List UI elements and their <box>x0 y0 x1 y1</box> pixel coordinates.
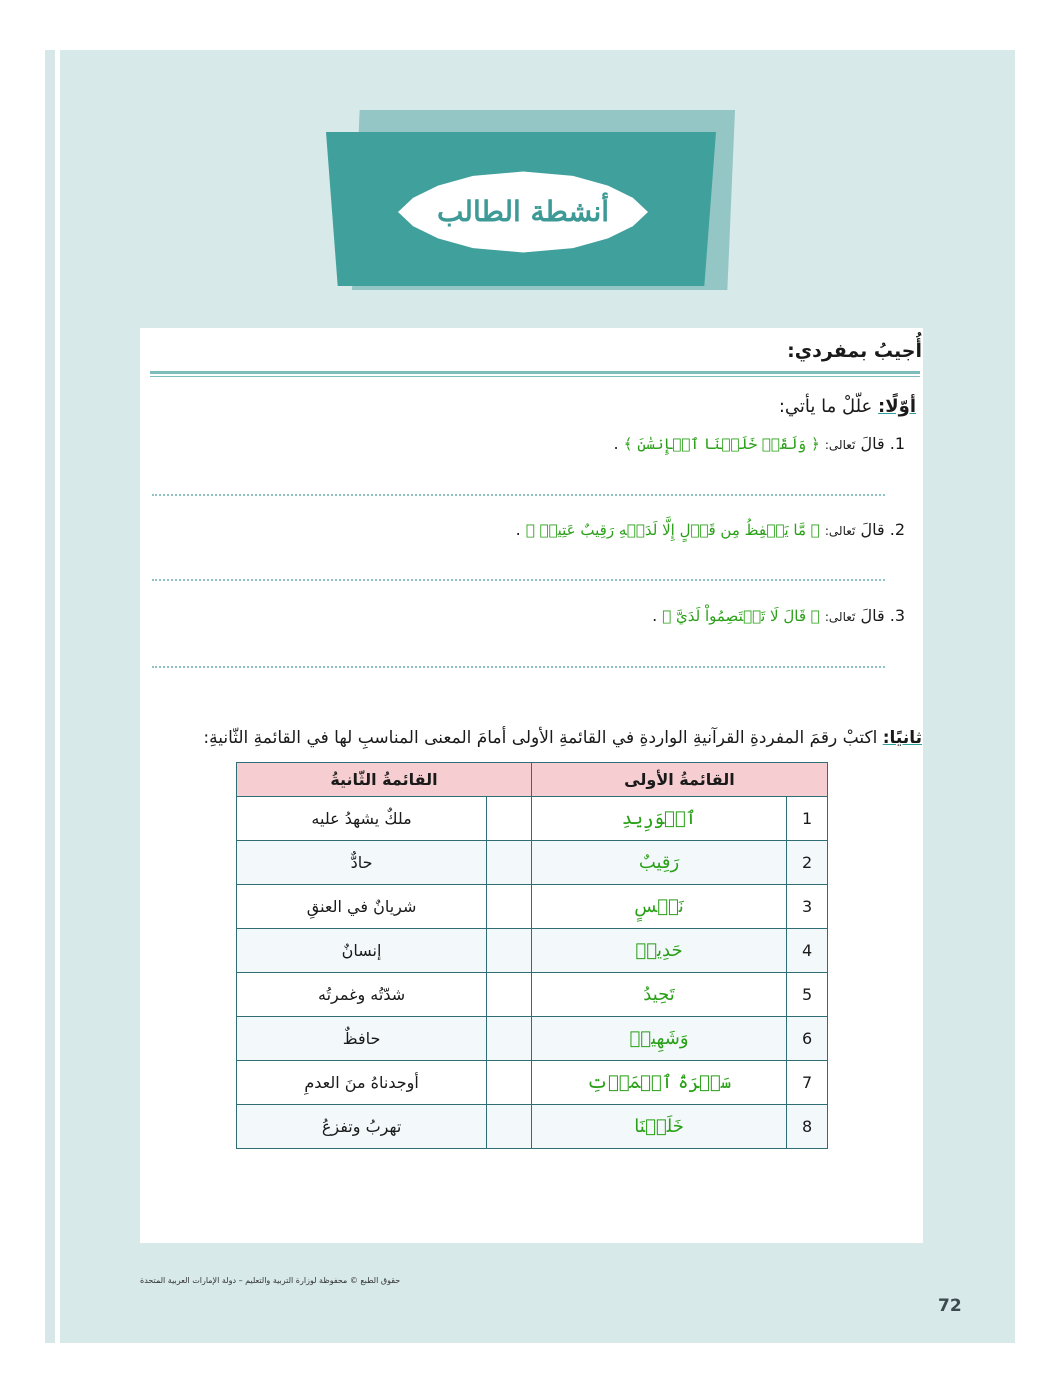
meaning: شريانٌ في العنقِ <box>237 885 487 929</box>
table-row <box>237 929 828 973</box>
table-row <box>237 1105 828 1149</box>
part2-text: اكتبْ رقمَ المفردةِ القرآنيةِ الواردةِ في القائمةِ الأولى أمامَ المعنى المناسبِ لها في القائمةِ الثّانيةِ: <box>203 728 878 748</box>
meaning: حادٌّ <box>237 841 487 885</box>
meaning: حافظٌ <box>237 1017 487 1061</box>
row-number: 1 <box>787 797 828 841</box>
quran-word: سَكۡرَةُ ٱلۡمَوۡتِ <box>531 1061 786 1105</box>
header-second-list: القائمةُ الثّانيةُ <box>237 763 532 797</box>
heading-rule-thin <box>150 376 920 377</box>
answer-cell[interactable] <box>487 885 532 929</box>
question-prefix: قالَ <box>860 434 885 453</box>
answer-line[interactable] <box>152 494 885 496</box>
row-number: 2 <box>787 841 828 885</box>
meaning: تهربُ وتفزعُ <box>237 1105 487 1149</box>
question-end: . <box>515 520 521 539</box>
quran-word: رَقِيبٌ <box>531 841 786 885</box>
question-item <box>516 520 905 539</box>
answer-cell[interactable] <box>487 1061 532 1105</box>
question-prefix-small: تَعالى: <box>824 524 856 538</box>
quran-word: ٱلۡوَرِيدِ <box>531 797 786 841</box>
row-number: 8 <box>787 1105 828 1149</box>
page-number: 72 <box>938 1296 962 1316</box>
part1-text: علّلْ ما يأتي: <box>778 396 873 417</box>
question-prefix: قالَ <box>860 520 885 539</box>
row-number: 7 <box>787 1061 828 1105</box>
question-prefix-small: تَعالى: <box>824 610 856 624</box>
copyright-note: حقوق الطبع © محفوظة لوزارة التربية والتعليم – دولة الإمارات العربية المتحدة <box>140 1276 401 1285</box>
row-number: 6 <box>787 1017 828 1061</box>
row-number: 4 <box>787 929 828 973</box>
matching-table <box>236 762 828 1149</box>
banner-title: أنشطة الطالب <box>436 195 610 228</box>
table-row <box>237 841 828 885</box>
table-row <box>237 1017 828 1061</box>
quran-word: حَدِيدٞ <box>531 929 786 973</box>
answer-cell[interactable] <box>487 841 532 885</box>
question-item <box>652 606 905 625</box>
table-row <box>237 797 828 841</box>
part2-label: ثانيًا: <box>882 728 922 748</box>
heading-rule <box>150 371 920 374</box>
question-prefix: قالَ <box>860 606 885 625</box>
part1-label: أوّلًا: <box>878 396 916 417</box>
meaning: ملكٌ يشهدُ عليه <box>237 797 487 841</box>
quran-verse: ﴿ مَّا يَلۡفِظُ مِن قَوۡلٍ إِلَّا لَدَيۡهِ رَقِيبٌ عَتِيدٞ ﴾ <box>525 521 820 539</box>
question-end: . <box>652 606 658 625</box>
row-number: 5 <box>787 973 828 1017</box>
table-row <box>237 1061 828 1105</box>
table-row <box>237 973 828 1017</box>
quran-word: وَشَهِيدٞ <box>531 1017 786 1061</box>
meaning: أوجدناهُ منَ العدمِ <box>237 1061 487 1105</box>
answer-cell[interactable] <box>487 1017 532 1061</box>
quran-verse: ﴿ وَلَقَدۡ خَلَقۡنَا ٱلۡإِنسَٰنَ ﴾ <box>623 435 820 453</box>
quran-word: نَفۡسٍ <box>531 885 786 929</box>
answer-cell[interactable] <box>487 929 532 973</box>
part1-instruction <box>779 396 916 417</box>
question-number: 2. <box>889 520 905 539</box>
question-item <box>613 434 905 453</box>
answer-cell[interactable] <box>487 1105 532 1149</box>
section-heading: أُجيبُ بمفردي: <box>787 340 922 362</box>
question-number: 3. <box>889 606 905 625</box>
header-first-list: القائمةُ الأولى <box>531 763 827 797</box>
answer-line[interactable] <box>152 579 885 581</box>
answer-cell[interactable] <box>487 973 532 1017</box>
part2-instruction <box>203 728 922 748</box>
question-prefix-small: تَعالى: <box>824 438 856 452</box>
quran-word: خَلَقۡنَا <box>531 1105 786 1149</box>
question-end: . <box>613 434 619 453</box>
quran-word: تَحِيدُ <box>531 973 786 1017</box>
question-number: 1. <box>889 434 905 453</box>
meaning: شدّتُه وغمرتُه <box>237 973 487 1017</box>
answer-line[interactable] <box>152 666 885 668</box>
table-row <box>237 885 828 929</box>
row-number: 3 <box>787 885 828 929</box>
answer-cell[interactable] <box>487 797 532 841</box>
quran-verse: ﴿ قَالَ لَا تَخۡتَصِمُواْ لَدَيَّ ﴾ <box>662 607 820 625</box>
page-edge-strip <box>45 50 55 1343</box>
meaning: إنسانٌ <box>237 929 487 973</box>
